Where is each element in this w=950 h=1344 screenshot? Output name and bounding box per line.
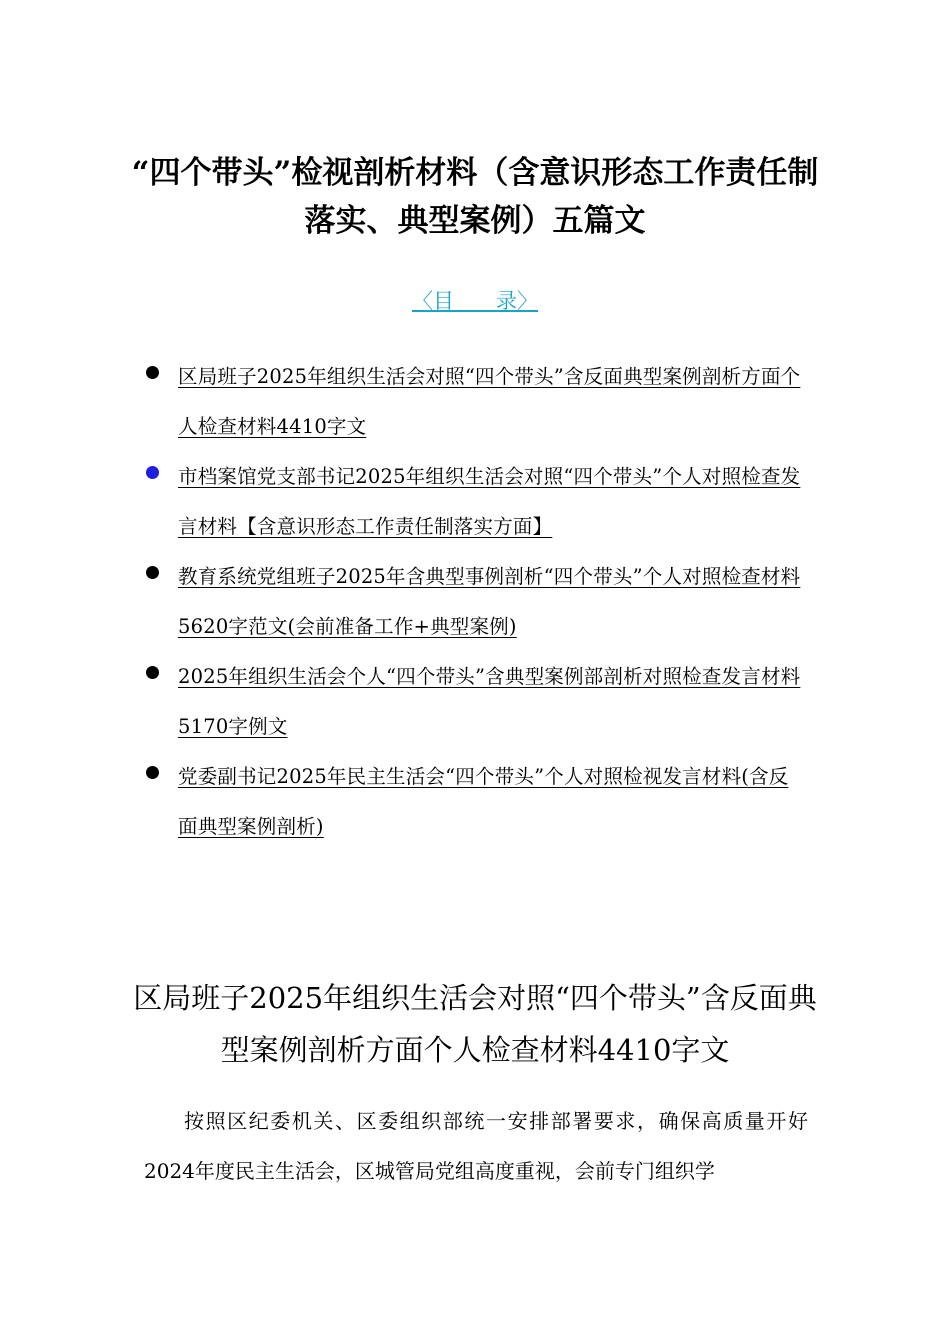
document-title: “四个带头”检视剖析材料（含意识形态工作责任制落实、典型案例）五篇文 [131,154,819,239]
toc-link-2[interactable]: 市档案馆党支部书记2025年组织生活会对照“四个带头”个人对照检查发言材料【含意识形态工作责任制落实方面】 [178,465,801,538]
toc-item [144,452,804,552]
bullet-icon [146,366,159,379]
toc-heading-label[interactable]: 〈目 录〉 [412,289,538,313]
bullet-icon [146,566,159,579]
toc-link-5[interactable]: 党委副书记2025年民主生活会“四个带头”个人对照检视发言材料(含反面典型案例剖析) [178,765,789,838]
toc-link-3[interactable]: 教育系统党组班子2025年含典型事例剖析“四个带头”个人对照检查材料5620字范文(会前准备工作+典型案例) [178,565,801,638]
toc-item [144,752,804,852]
toc-heading[interactable] [0,286,950,316]
table-of-contents [144,352,804,852]
bullet-icon [146,666,159,679]
bullet-icon [146,466,159,479]
toc-link-4[interactable]: 2025年组织生活会个人“四个带头”含典型案例部剖析对照检查发言材料5170字例文 [178,665,801,738]
bullet-icon [146,766,159,779]
toc-link-1[interactable]: 区局班子2025年组织生活会对照“四个带头”含反面典型案例剖析方面个人检查材料4410字文 [178,365,801,438]
body-paragraph: 按照区纪委机关、区委组织部统一安排部署要求，确保高质量开好2024年度民主生活会，区城管局党组高度重视，会前专门组织学 [144,1109,808,1183]
toc-item [144,552,804,652]
toc-item [144,652,804,752]
toc-item [144,352,804,452]
section-title: 区局班子2025年组织生活会对照“四个带头”含反面典型案例剖析方面个人检查材料4410字文 [133,981,817,1068]
